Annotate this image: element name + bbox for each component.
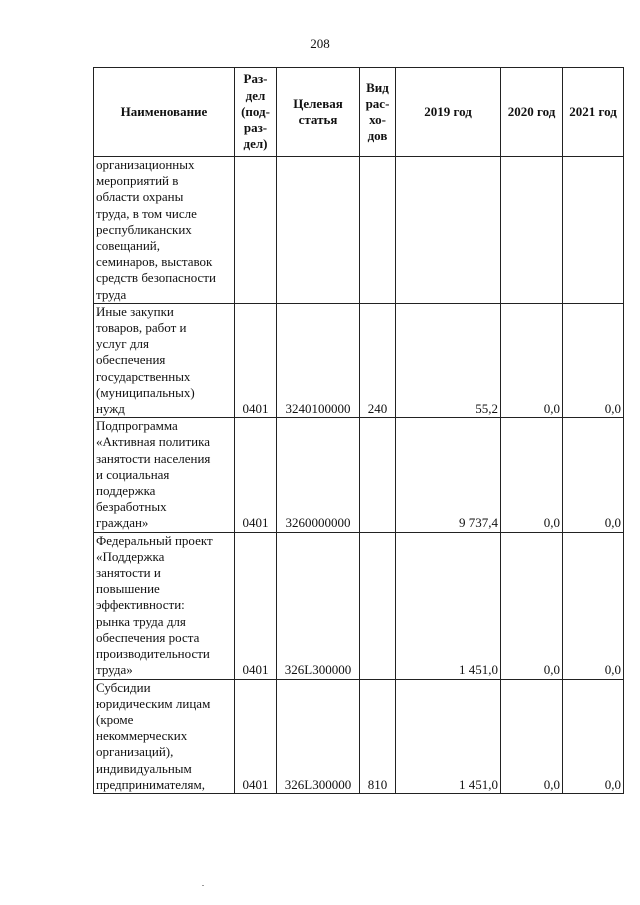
cell-2021: 0,0 bbox=[563, 532, 624, 679]
header-target-article: Целевая статья bbox=[277, 68, 360, 157]
cell-target-article: 326L300000 bbox=[277, 679, 360, 793]
cell-razdel: 0401 bbox=[235, 418, 277, 532]
cell-2019: 55,2 bbox=[396, 303, 501, 417]
cell-target-article: 326L300000 bbox=[277, 532, 360, 679]
cell-2020: 0,0 bbox=[501, 679, 563, 793]
header-2021: 2021 год bbox=[563, 68, 624, 157]
cell-2019 bbox=[396, 157, 501, 304]
cell-expense-type bbox=[360, 418, 396, 532]
table-row bbox=[94, 532, 624, 679]
cell-2020 bbox=[501, 157, 563, 304]
cell-expense-type bbox=[360, 532, 396, 679]
cell-target-article: 3260000000 bbox=[277, 418, 360, 532]
header-expense-type: Вид рас- хо- дов bbox=[360, 68, 396, 157]
header-name: Наименование bbox=[94, 68, 235, 157]
cell-2020: 0,0 bbox=[501, 532, 563, 679]
cell-name: организационных мероприятий в области охраны труда, в том числе республиканских совещаний, семинаров, выставок средств безопасности труда bbox=[94, 157, 235, 304]
cell-2021: 0,0 bbox=[563, 418, 624, 532]
page-number: 208 bbox=[310, 36, 330, 51]
table-header-row bbox=[94, 68, 624, 157]
cell-2020: 0,0 bbox=[501, 303, 563, 417]
table-row bbox=[94, 679, 624, 793]
table-row bbox=[94, 303, 624, 417]
cell-razdel: 0401 bbox=[235, 679, 277, 793]
table-row bbox=[94, 157, 624, 304]
cell-2019: 9 737,4 bbox=[396, 418, 501, 532]
cell-2019: 1 451,0 bbox=[396, 532, 501, 679]
cell-2020: 0,0 bbox=[501, 418, 563, 532]
header-2020: 2020 год bbox=[501, 68, 563, 157]
cell-2021: 0,0 bbox=[563, 303, 624, 417]
cell-expense-type: 810 bbox=[360, 679, 396, 793]
cell-target-article: 3240100000 bbox=[277, 303, 360, 417]
header-2019: 2019 год bbox=[396, 68, 501, 157]
table-body bbox=[94, 157, 624, 794]
cell-razdel bbox=[235, 157, 277, 304]
table-row bbox=[94, 418, 624, 532]
cell-razdel: 0401 bbox=[235, 532, 277, 679]
budget-table bbox=[93, 67, 624, 794]
cell-razdel: 0401 bbox=[235, 303, 277, 417]
cell-name: Иные закупки товаров, работ и услуг для обеспечения государственных (муниципальных) нужд bbox=[94, 303, 235, 417]
cell-expense-type: 240 bbox=[360, 303, 396, 417]
cell-name: Субсидии юридическим лицам (кроме некоммерческих организаций), индивидуальным предпринимателям, bbox=[94, 679, 235, 793]
cell-2021 bbox=[563, 157, 624, 304]
cell-target-article bbox=[277, 157, 360, 304]
header-razdel: Раз- дел (под- раз- дел) bbox=[235, 68, 277, 157]
cell-expense-type bbox=[360, 157, 396, 304]
cell-name: Подпрограмма «Активная политика занятости населения и социальная поддержка безработных граждан» bbox=[94, 418, 235, 532]
cell-2021: 0,0 bbox=[563, 679, 624, 793]
cell-name: Федеральный проект «Поддержка занятости и повышение эффективности: рынка труда для обеспечения роста производительности труда» bbox=[94, 532, 235, 679]
cell-2019: 1 451,0 bbox=[396, 679, 501, 793]
scan-mark bbox=[202, 885, 204, 886]
